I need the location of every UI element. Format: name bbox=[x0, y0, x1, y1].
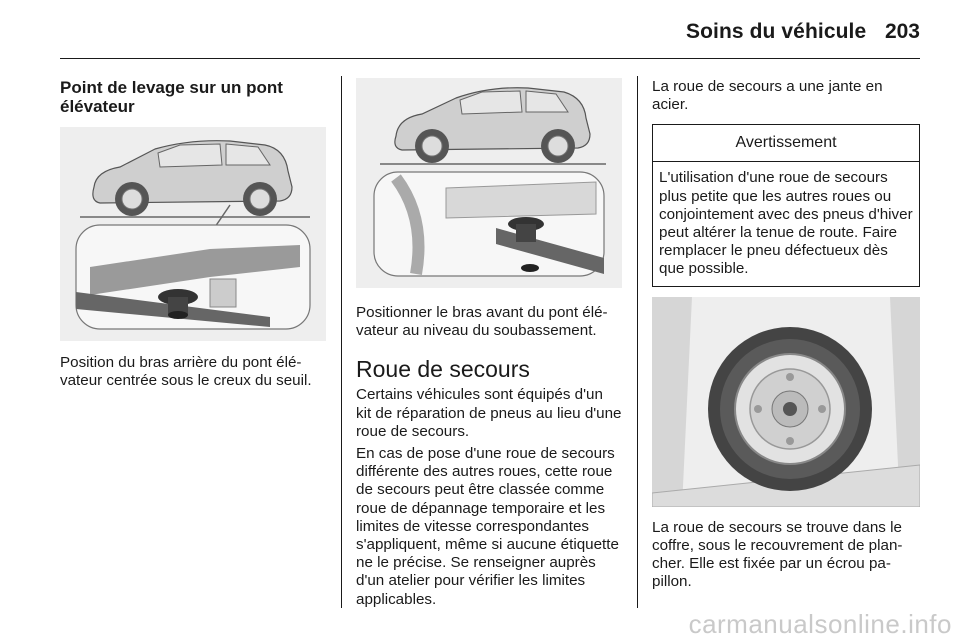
rear-lift-caption: Position du bras arrière du pont élévateur centrée sous le creux du seuil. bbox=[60, 354, 312, 390]
warning-box bbox=[652, 124, 920, 286]
spare-wheel-location-caption: La roue de secours se trouve dans le coffre, sous le recouvrement de plancher. Elle est fixée par un écrou papillon. bbox=[652, 518, 903, 591]
watermark: carmanualsonline.info bbox=[688, 609, 952, 639]
column-divider-1 bbox=[341, 76, 342, 608]
front-lift-arm-illustration bbox=[356, 78, 622, 288]
warning-text: L'utilisation d'une roue de secours plus petite que les autres roues ou conjointement avec des pneus d'hiver peut altérer la tenue de route. Faire remplacer le pneu défectueux dès que possible. bbox=[659, 169, 913, 278]
column-3 bbox=[652, 78, 920, 595]
warning-title: Avertissement bbox=[653, 125, 919, 162]
page-number: 203 bbox=[884, 20, 920, 43]
spare-wheel-para-2: En cas de pose d'une roue de secours différente des autres roues, cette roue de secours peut être classée comme roue de dépannage temporaire et les limites de vitesse correspondantes s'appliquent, même si aucune étiquette ne le précise. Se renseigner auprès d'un atelier pour vérifier les limites applicables. bbox=[356, 445, 619, 608]
front-lift-caption: Positionner le bras avant du pont élévateur au niveau du soubassement. bbox=[356, 304, 608, 340]
lift-point-heading: Point de levage sur un pont élévateur bbox=[60, 78, 283, 116]
rear-lift-arm-illustration bbox=[60, 127, 326, 341]
header-title: Soins du véhicule bbox=[686, 20, 867, 43]
header-rule bbox=[60, 58, 920, 59]
steel-rim-intro: La roue de secours a une jante en acier. bbox=[652, 78, 883, 114]
column-1 bbox=[60, 78, 326, 394]
column-2 bbox=[356, 78, 622, 613]
spare-wheel-title: Roue de secours bbox=[356, 356, 530, 383]
column-divider-2 bbox=[637, 76, 638, 608]
spare-wheel-para-1: Certains véhicules sont équipés d'un kit de réparation de pneus au lieu d'une roue de secours. bbox=[356, 386, 622, 440]
spare-wheel-illustration bbox=[652, 297, 920, 507]
